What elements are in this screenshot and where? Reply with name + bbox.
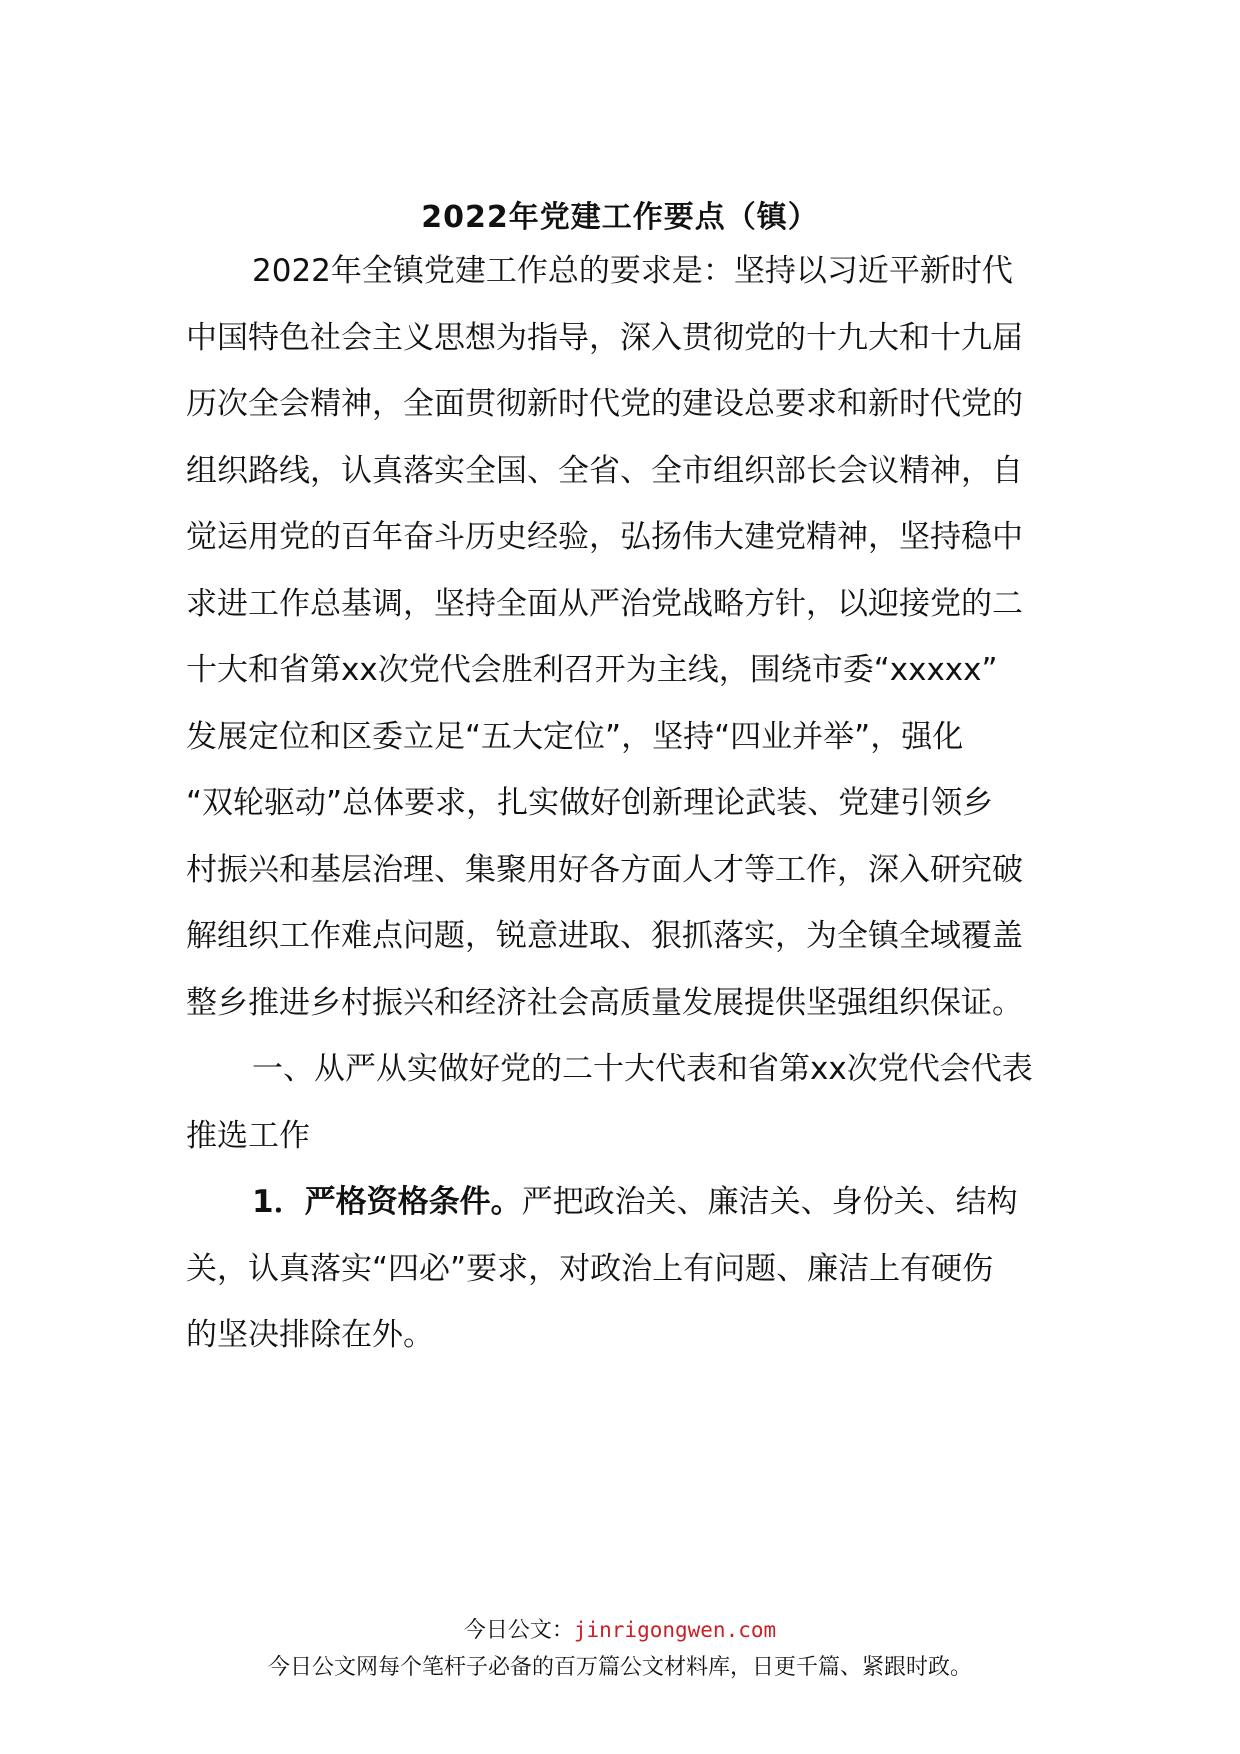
intro-line: 中国特色社会主义思想为指导，深入贯彻党的十九大和十九届 (186, 319, 1023, 356)
intro-line: 求进工作总基调，坚持全面从严治党战略方针，以迎接党的二 (186, 585, 1023, 622)
footer-site-line (0, 1614, 1240, 1647)
footer-site-label: 今日公文： (463, 1618, 574, 1643)
item-text: 严把政治关、廉洁关、身份关、结构 (521, 1184, 1018, 1220)
section-heading-line: 推选工作 (186, 1117, 310, 1154)
intro-line: 组织路线，认真落实全国、全省、全市组织部长会议精神，自 (186, 452, 1023, 489)
document-title: 2022年党建工作要点（镇） (421, 200, 819, 235)
intro-line: “双轮驱动”总体要求，扎实做好创新理论武装、党建引领乡 (186, 785, 994, 821)
intro-line: 历次全会精神，全面贯彻新时代党的建设总要求和新时代党的 (186, 386, 1023, 422)
intro-line: 解组织工作难点问题，锐意进取、狠抓落实，为全镇全域覆盖 (186, 918, 1023, 954)
item-line: 关，认真落实“四必”要求，对政治上有问题、廉洁上有硬伤 (186, 1250, 994, 1287)
item-line (186, 1169, 1056, 1236)
intro-line: 整乡推进乡村振兴和经济社会高质量发展提供坚强组织保证。 (186, 984, 1023, 1021)
intro-line: 村振兴和基层治理、集聚用好各方面人才等工作，深入研究破 (186, 851, 1023, 888)
intro-line: 十大和省第xx次党代会胜利召开为主线，围绕市委“xxxxx” (186, 652, 998, 688)
intro-line: 觉运用党的百年奋斗历史经验，弘扬伟大建党精神，坚持稳中 (186, 519, 1023, 555)
footer-site-url[interactable]: jinrigongwen.com (573, 1618, 777, 1642)
footer-slogan: 今日公文网每个笔杆子必备的百万篇公文材料库，日更千篇、紧跟时政。 (267, 1655, 972, 1680)
intro-line: 发展定位和区委立足“五大定位”，坚持“四业并举”，强化 (186, 718, 964, 755)
intro-paragraph (186, 238, 1056, 1369)
intro-line: 2022年全镇党建工作总的要求是：坚持以习近平新时代 (252, 253, 1013, 289)
item-line: 的坚决排除在外。 (186, 1317, 434, 1353)
item-heading: 1．严格资格条件。 (252, 1184, 522, 1220)
section-heading-line: 一、从严从实做好党的二十大代表和省第xx次党代会代表 (252, 1051, 1033, 1087)
